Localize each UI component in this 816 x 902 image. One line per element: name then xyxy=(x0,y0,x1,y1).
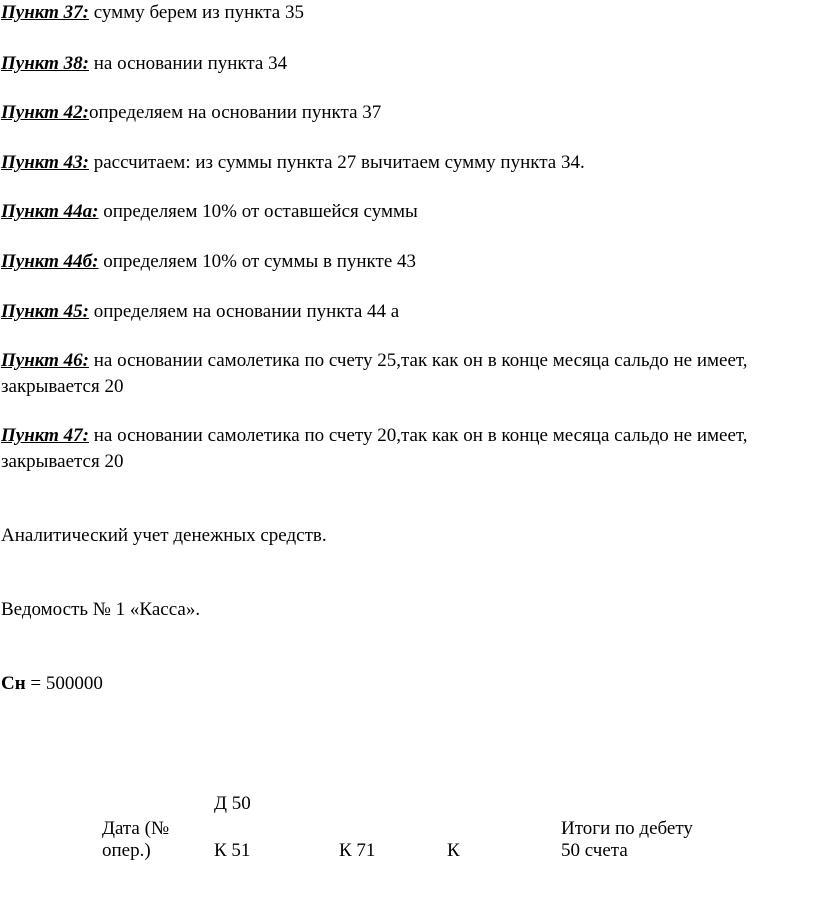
item-label: Пункт 47: xyxy=(1,425,89,446)
item-44a xyxy=(1,199,801,225)
item-label: Пункт 45: xyxy=(1,301,89,322)
item-label: Пункт 44а: xyxy=(1,201,99,222)
item-text: определяем 10% от суммы в пункте 43 xyxy=(98,251,417,272)
item-label: Пункт 37: xyxy=(1,2,89,23)
item-46 xyxy=(1,348,801,400)
date-header-line2: опер.) xyxy=(102,840,151,861)
item-text: сумму берем из пункта 35 xyxy=(89,2,304,23)
item-label: Пункт 43: xyxy=(1,152,89,173)
item-37 xyxy=(1,0,801,26)
totals-header-line1: Итоги по дебету xyxy=(561,818,693,839)
item-text: на основании самолетика по счету 20,так как он в конце месяца сальдо не имеет, закрывается 20 xyxy=(1,425,748,472)
analytic-heading: Аналитический учет денежных средств. xyxy=(1,525,327,546)
item-38 xyxy=(1,51,801,77)
item-text: на основании самолетика по счету 25,так как он в конце месяца сальдо не имеет, закрывается 20 xyxy=(1,350,748,397)
item-text: рассчитаем: из суммы пункта 27 вычитаем сумму пункта 34. xyxy=(89,152,585,173)
item-label: Пункт 42: xyxy=(1,102,89,123)
item-43 xyxy=(1,150,801,176)
totals-header-line2: 50 счета xyxy=(561,840,628,861)
debit-50-header: Д 50 xyxy=(214,793,251,814)
opening-balance xyxy=(1,671,801,697)
item-label: Пункт 38: xyxy=(1,53,89,74)
credit-header: К xyxy=(447,840,460,861)
item-label: Пункт 44б: xyxy=(1,251,99,272)
statement-title: Ведомость № 1 «Касса». xyxy=(1,599,201,620)
opening-balance-label: Сн xyxy=(1,673,26,694)
credit-71-header: К 71 xyxy=(339,840,376,861)
item-text: определяем 10% от оставшейся суммы xyxy=(98,201,418,222)
item-42 xyxy=(1,100,801,126)
credit-51-header: К 51 xyxy=(214,840,251,861)
item-45 xyxy=(1,299,801,325)
item-text: определяем на основании пункта 44 а xyxy=(89,301,400,322)
item-44b xyxy=(1,249,801,275)
item-text: на основании пункта 34 xyxy=(89,53,288,74)
item-text: определяем на основании пункта 37 xyxy=(89,102,382,123)
item-label: Пункт 46: xyxy=(1,350,89,371)
opening-balance-value: = 500000 xyxy=(25,673,103,694)
item-47 xyxy=(1,423,801,475)
date-header-line1: Дата (№ xyxy=(102,818,170,839)
